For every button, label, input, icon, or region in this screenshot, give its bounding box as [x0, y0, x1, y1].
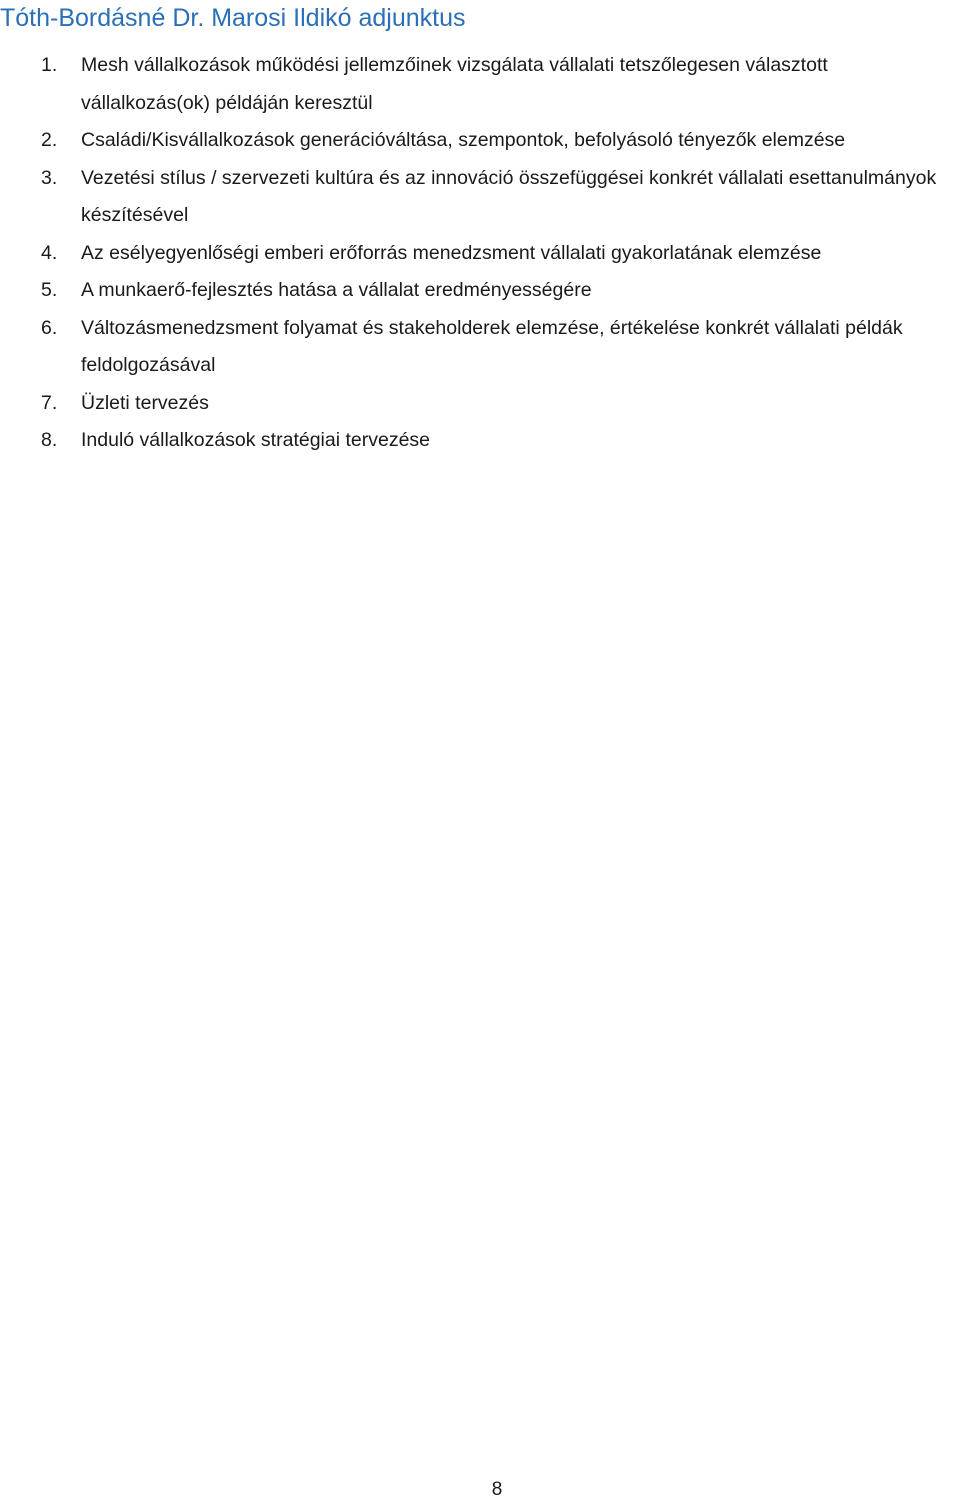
list-item-number: 8. [41, 429, 58, 451]
list-item-text: Induló vállalkozások stratégiai tervezése [81, 429, 431, 451]
list-item [0, 422, 960, 460]
list-item-number: 5. [41, 279, 58, 301]
list-item [0, 122, 960, 160]
list-item-text: Üzleti tervezés [81, 391, 209, 414]
list-item-number: 6. [41, 316, 58, 339]
list-item-text: Az esélyegyenlőségi emberi erőforrás menedzsment vállalati gyakorlatának elemzése [81, 241, 822, 264]
list-item [0, 272, 960, 310]
list-item-number: 2. [41, 129, 58, 151]
list-item-number: 3. [41, 166, 58, 189]
list-item-number: 1. [41, 54, 58, 76]
list-item-number: 7. [41, 391, 58, 414]
list-item-number: 4. [41, 241, 58, 264]
list-item-text: A munkaerő-fejlesztés hatása a vállalat eredményességére [81, 279, 592, 301]
list-item-text: Változásmenedzsment folyamat és stakeholderek elemzése, értékelése konkrét vállalati példák feldolgozásával [81, 316, 903, 376]
list-item-text: Vezetési stílus / szervezeti kultúra és az innováció összefüggései konkrét vállalati esettanulmányok készítésével [81, 166, 937, 226]
list-item [0, 235, 960, 273]
list-item-text: Családi/Kisvállalkozások generációváltása, szempontok, befolyásoló tényezők elemzése [81, 129, 846, 151]
topic-list [0, 47, 960, 460]
page-number: 8 [491, 1479, 503, 1500]
list-item [0, 160, 960, 235]
list-item [0, 47, 960, 122]
page-heading: Tóth-Bordásné Dr. Marosi Ildikó adjunktus [0, 4, 466, 32]
list-item [0, 310, 960, 385]
list-item-text: Mesh vállalkozások működési jellemzőinek vizsgálata vállalati tetszőlegesen választott vállalkozás(ok) példáján keresztül [81, 54, 828, 114]
list-item [0, 385, 960, 423]
